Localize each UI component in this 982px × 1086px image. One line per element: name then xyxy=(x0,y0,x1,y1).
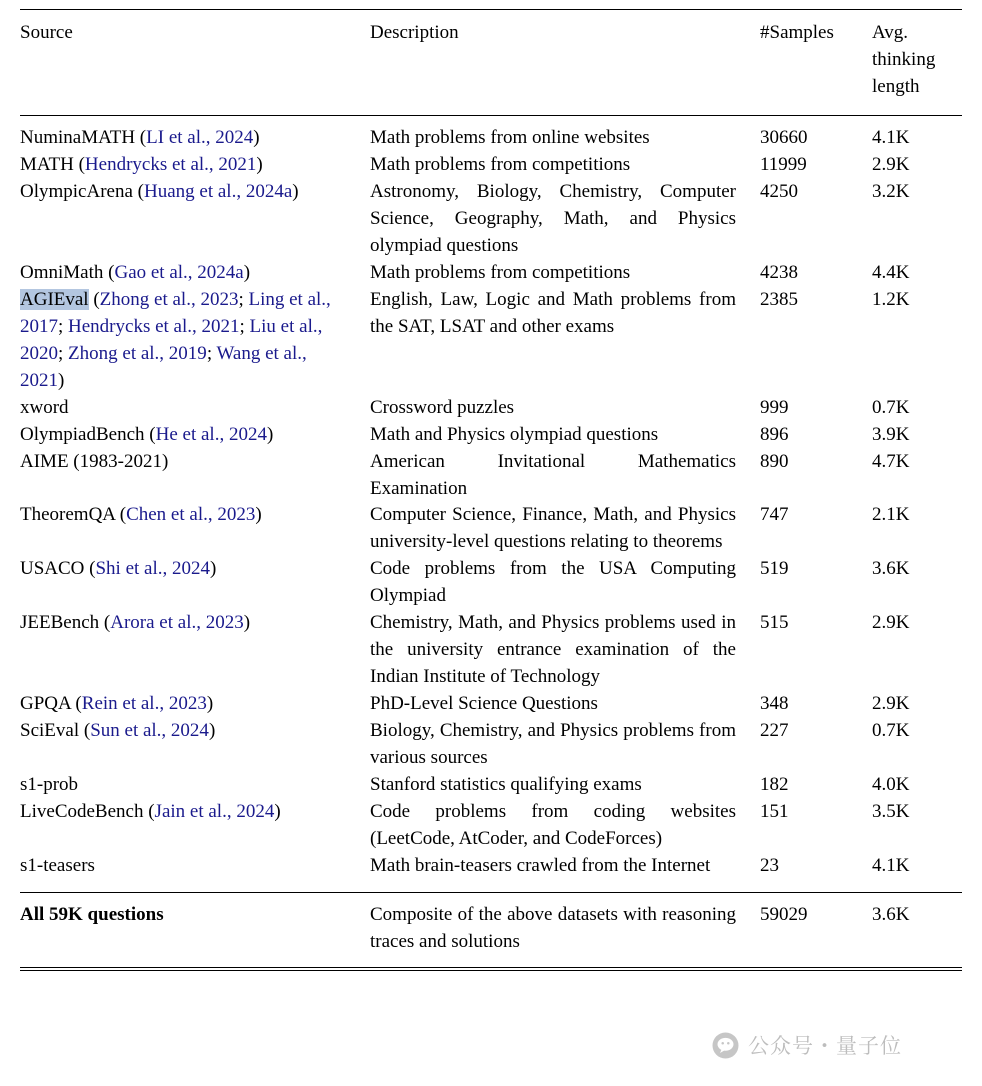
avg-thinking-cell: 3.2K xyxy=(872,180,910,202)
description-cell: Code problems from the USA Computing Olympiad xyxy=(370,558,736,607)
source-name-text: JEEBench ( xyxy=(20,612,111,634)
table-row xyxy=(20,260,962,287)
source-name-text: OlympiadBench ( xyxy=(20,423,156,445)
avg-thinking-cell: 2.9K xyxy=(872,153,910,175)
avg-thinking-cell: 3.6K xyxy=(872,558,910,580)
source-name-text: OmniMath ( xyxy=(20,261,115,283)
column-header-samples: #Samples xyxy=(760,10,872,116)
source-cell xyxy=(20,556,370,610)
source-name-text: s1-prob xyxy=(20,774,79,796)
table-body xyxy=(20,115,962,892)
samples-cell: 348 xyxy=(760,693,789,715)
bottom-rule xyxy=(20,970,962,971)
citation-link[interactable]: Rein et al., 2023 xyxy=(81,693,207,715)
source-name-text: ) xyxy=(210,558,217,580)
source-cell xyxy=(20,610,370,691)
samples-cell: 2385 xyxy=(760,288,798,310)
source-cell xyxy=(20,502,370,556)
citation-link[interactable]: Shi et al., 2024 xyxy=(95,558,211,580)
source-cell xyxy=(20,449,370,503)
citation-link[interactable]: LI et al., 2024 xyxy=(146,126,254,148)
description-cell: Crossword puzzles xyxy=(370,396,515,418)
source-cell xyxy=(20,179,370,260)
citation-link[interactable]: Ling et al., 2017 xyxy=(20,288,331,337)
description-cell: Code problems from coding websites (LeetCode, AtCoder, and CodeForces) xyxy=(370,801,736,850)
citation-link[interactable]: Jain et al., 2024 xyxy=(154,801,275,823)
source-name-text: ( xyxy=(88,288,100,310)
table-row xyxy=(20,799,962,853)
source-cell xyxy=(20,287,370,395)
table-row xyxy=(20,422,962,449)
citation-link[interactable]: Huang et al., 2024a xyxy=(143,180,293,202)
avg-thinking-cell: 3.9K xyxy=(872,423,910,445)
description-cell: Stanford statistics qualifying exams xyxy=(370,774,642,796)
source-name-text: GPQA ( xyxy=(20,693,82,715)
source-cell xyxy=(20,152,370,179)
source-name-text: LiveCodeBench ( xyxy=(20,801,155,823)
source-name-text: ) xyxy=(253,126,260,148)
samples-cell: 515 xyxy=(760,612,789,634)
samples-cell: 519 xyxy=(760,558,789,580)
avg-thinking-cell: 4.7K xyxy=(872,450,910,472)
source-cell xyxy=(20,422,370,449)
source-name-text: ) xyxy=(256,153,263,175)
table-row xyxy=(20,115,962,151)
samples-cell: 11999 xyxy=(760,153,807,175)
total-description: Composite of the above datasets with reasoning traces and solutions xyxy=(370,893,760,968)
watermark xyxy=(712,1030,902,1060)
source-name-text: ; xyxy=(58,342,69,364)
samples-cell: 747 xyxy=(760,504,789,526)
avg-thinking-cell: 1.2K xyxy=(872,288,910,310)
source-name-text: ) xyxy=(292,180,299,202)
source-name-text: ) xyxy=(255,504,262,526)
total-row xyxy=(20,893,962,968)
source-name-text: AIME (1983-2021) xyxy=(20,450,169,472)
source-name-text: ) xyxy=(243,261,251,283)
source-name-text: TheoremQA ( xyxy=(20,504,127,526)
samples-cell: 151 xyxy=(760,801,789,823)
column-header-avg-thinking-length: Avg. thinking length xyxy=(872,10,962,116)
citation-link[interactable]: Arora et al., 2023 xyxy=(110,612,244,634)
source-name-text: ; xyxy=(239,315,250,337)
source-name-text: ) xyxy=(274,801,281,823)
total-samples: 59029 xyxy=(760,893,872,968)
source-name-text: s1-teasers xyxy=(20,855,95,877)
avg-thinking-cell: 4.1K xyxy=(872,855,910,877)
source-cell xyxy=(20,115,370,151)
watermark-text: 公众号・量子位 xyxy=(748,1035,902,1058)
wechat-icon xyxy=(712,1032,739,1059)
avg-thinking-cell: 2.9K xyxy=(872,693,910,715)
description-cell: PhD-Level Science Questions xyxy=(370,693,598,715)
citation-link[interactable]: Hendrycks et al., 2021 xyxy=(68,315,240,337)
avg-thinking-cell: 2.1K xyxy=(872,504,910,526)
source-name-text: ; xyxy=(206,342,217,364)
table-row xyxy=(20,556,962,610)
source-name-text: OlympicArena ( xyxy=(20,180,144,202)
samples-cell: 999 xyxy=(760,396,789,418)
source-cell xyxy=(20,853,370,892)
source-cell xyxy=(20,691,370,718)
citation-link[interactable]: Liu et al., 2020 xyxy=(20,315,323,364)
highlighted-source-name: AGIEval xyxy=(20,288,89,310)
avg-thinking-cell: 4.0K xyxy=(872,774,910,796)
samples-cell: 182 xyxy=(760,774,789,796)
description-cell: American Invitational Mathematics Examination xyxy=(370,450,736,499)
total-avg-thinking: 3.6K xyxy=(872,893,962,968)
source-cell xyxy=(20,799,370,853)
citation-link[interactable]: Wang et al., 2021 xyxy=(20,342,307,391)
source-name-text: NuminaMATH ( xyxy=(20,126,147,148)
dataset-table xyxy=(20,9,962,968)
table-row xyxy=(20,691,962,718)
description-cell: Biology, Chemistry, and Physics problems from various sources xyxy=(370,720,736,769)
description-cell: Chemistry, Math, and Physics problems used in the university entrance examination of the Indian Institute of Technology xyxy=(370,612,736,688)
avg-thinking-cell: 2.9K xyxy=(872,612,910,634)
source-name-text: xword xyxy=(20,396,69,418)
description-cell: Math problems from online websites xyxy=(370,126,650,148)
citation-link[interactable]: He et al., 2024 xyxy=(155,423,267,445)
samples-cell: 23 xyxy=(760,855,779,877)
table-row xyxy=(20,502,962,556)
avg-thinking-cell: 0.7K xyxy=(872,720,910,742)
table-footer xyxy=(20,893,962,968)
avg-thinking-cell: 4.4K xyxy=(872,261,910,283)
description-cell: Math problems from competitions xyxy=(370,153,631,175)
table-row xyxy=(20,853,962,892)
header-row xyxy=(20,10,962,116)
source-name-text: ) xyxy=(206,693,214,715)
table-row xyxy=(20,718,962,772)
table-row xyxy=(20,179,962,260)
column-header-source: Source xyxy=(20,10,370,116)
citation-link[interactable]: Sun et al., 2024 xyxy=(90,720,209,742)
table-row xyxy=(20,449,962,503)
source-cell xyxy=(20,772,370,799)
source-cell xyxy=(20,718,370,772)
source-name-text: ) xyxy=(266,423,274,445)
source-cell xyxy=(20,260,370,287)
description-cell: Computer Science, Finance, Math, and Physics university-level questions relating to theorems xyxy=(370,504,736,553)
samples-cell: 896 xyxy=(760,423,789,445)
table-row xyxy=(20,772,962,799)
description-cell: Astronomy, Biology, Chemistry, Computer Science, Geography, Math, and Physics olympiad questions xyxy=(370,180,736,256)
source-name-text: ; xyxy=(58,315,69,337)
citation-link[interactable]: Hendrycks et al., 2021 xyxy=(84,153,257,175)
citation-link[interactable]: Gao et al., 2024a xyxy=(114,261,244,283)
table-header xyxy=(20,10,962,116)
description-cell: Math problems from competitions xyxy=(370,261,631,283)
table-row xyxy=(20,287,962,395)
source-cell xyxy=(20,395,370,422)
samples-cell: 4250 xyxy=(760,180,798,202)
table-row xyxy=(20,610,962,691)
samples-cell: 890 xyxy=(760,450,789,472)
source-name-text: ) xyxy=(208,720,216,742)
samples-cell: 30660 xyxy=(760,126,808,148)
source-name-text: USACO ( xyxy=(20,558,96,580)
source-name-text: MATH ( xyxy=(20,153,85,175)
citation-link[interactable]: Chen et al., 2023 xyxy=(126,504,256,526)
citation-link[interactable]: Zhong et al., 2023 xyxy=(99,288,239,310)
description-cell: Math brain-teasers crawled from the Internet xyxy=(370,855,711,877)
avg-thinking-cell: 3.5K xyxy=(872,801,910,823)
source-name-text: ) xyxy=(58,369,65,391)
samples-cell: 4238 xyxy=(760,261,798,283)
total-label: All 59K questions xyxy=(20,893,370,968)
source-name-text: ; xyxy=(238,288,249,310)
samples-cell: 227 xyxy=(760,720,789,742)
table-row xyxy=(20,152,962,179)
column-header-description: Description xyxy=(370,10,760,116)
description-cell: English, Law, Logic and Math problems from the SAT, LSAT and other exams xyxy=(370,288,736,337)
description-cell: Math and Physics olympiad questions xyxy=(370,423,659,445)
source-name-text: ) xyxy=(243,612,251,634)
citation-link[interactable]: Zhong et al., 2019 xyxy=(68,342,207,364)
avg-thinking-cell: 0.7K xyxy=(872,396,910,418)
avg-thinking-cell: 4.1K xyxy=(872,126,910,148)
table-row xyxy=(20,395,962,422)
source-name-text: SciEval ( xyxy=(20,720,91,742)
